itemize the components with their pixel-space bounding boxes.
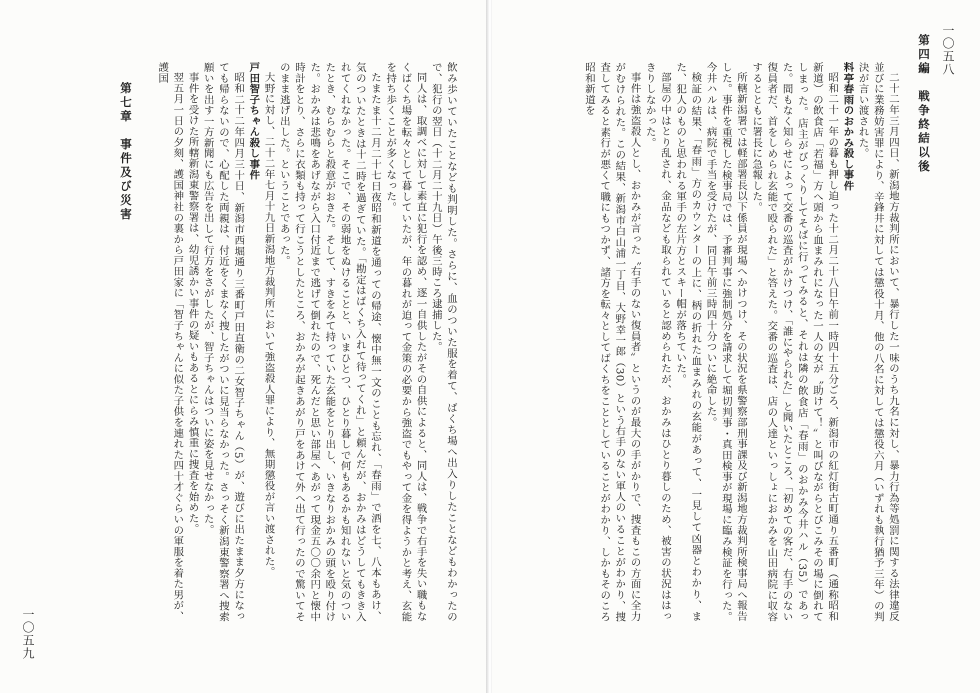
left-page-number: 一〇五九 [21,608,35,660]
right-section-paragraph-3: 検証の結果、「春雨」方のカウンターの上に、柄の折れた血まみれの玄能があって、一見して凶器とわかり、また、犯人のものと思われる軍手の左片方とスキー帽が落ちていた。 [674,62,702,622]
left-page [0,0,488,693]
right-page-number: 一〇五八 [941,24,955,76]
right-page [492,0,980,693]
right-section-paragraph-5: 事件は強盗殺人とし、おかみが言った〝右手のない復員者〟というのが最大の手がかりで、捜査もこの方面に全力がむけられた。この結果、新潟市白山浦一丁目、大野幸一郎（30）という右手のない軍人のいることがわかり、捜査してみると素行が悪くて職にもつかず、諸方を転々としてばくちをこととしていることがわかり、しかもそのころ昭和新道を [582,62,641,622]
left-paragraph-4: 大野に対し、二十二年七月十九日新潟地方裁判所において強盗殺人罪により、無期懲役が言い渡された。 [262,72,275,578]
section-heading-toda-text: 戸田智子ちゃん殺し事件 [247,62,260,181]
right-paragraph-1: 二十二年三月四日、新潟地方裁判所において、暴行した一味のうち九名に対し、暴力行為等処罰に関する法律違反並びに業務妨害罪により、辛鋒井に対しては懲役十月、他の八名に対しては懲役六月（いずれも執行猶予三年）の判決が言い渡された。 [856,62,899,622]
left-paragraph-2: 同人は、取調べに対して素直に犯行を認め、逐一自供したがその自供によると、同人は、戦争で右手を失い職もなくばくち場を転々として暮していたが、年の暮れが迫って金策の必要から強盗でもやって金を得ようかと考え、玄能を持ち歩くことが多くなった。 [384,62,427,622]
right-section-paragraph-4: 部屋の中はとり乱され、金品なども取られていると認められたが、おかみはひとり暮しのため、被害の状況ははっきりしなかった。 [643,62,671,622]
right-section-paragraph-1: 昭和二十一年の暮も押し迫った十二月二十八日午前一時四十五分ごろ、新潟市の紅灯街古町通り五番町（通称昭和新道）の飲食店「若福」方へ頭から血まみれになった一人の女が〝助けて！〟と叫びながらとびこみその場に倒れてしまった。店主がびっくりしてそばに行ってみると、それは隣の飲食店「春雨」のおかみ今井ハル（35）であった。間もなく知らせによって交番の巡査がかけつけ、「誰にやられた」と聞いたところ、「初めての客だ、右手のない復員者だ、首をしめられ玄能で殴られた」と答えた。交番の巡査は、店の人達といっしょにおかみを山田病院に収容するとともに署長に急報した。 [750,62,839,622]
section-heading-harusame [839,62,854,622]
section-heading-harusame-text: 料亭春雨のおかみ殺し事件 [841,62,854,191]
right-page-body [538,62,900,622]
left-page-body [140,62,458,622]
section-heading-toda [245,62,260,622]
left-section-paragraph-2: 事件を受けた所轄新潟東警察署は、幼児誘かい事件の疑いもあるとにらみ慎重に捜査を始めた。 [186,72,199,535]
left-paragraph-3: たまたま十二月二十七日夜昭和新道を通っての帰途、懐中無一文のことも忘れ、「春雨」で酒を七、八本もあけ、気のついたときは十二時を過ぎていた。「勘定はばくち入れて待ってくれ」と頼んだが、おかみはどうしてもきき入れてくれなかった。そこで、その弱地をぬけることと、いまひとつ、ひとり暮しで何もあるかも知れないと気のついたとき、むらむらと殺意がおきた。そして、すきをみて持っていた玄能をとり出し、いきなりおかみの頭を殴り付けた。おかみは悲鳴をあげながら入口付近まで逃げて倒れたので、死んだと思い部屋へあがって現金五〇〇余円と懐中時計をとり、さらに衣類も持って行こうとしたところ、おかみが起きあがり戸をあけて外へ出て行ったので驚いてそのまま逃げ出した。ということであった。 [277,62,381,622]
left-paragraph-1: 飲み歩いていたことなども判明した。さらに、血のついた服を着て、ばくち場へ出入りしたことなどもわかったので、犯行の翌日（十二月二十九日）午後三時ころ逮捕した。 [429,62,457,622]
left-section-paragraph-3: 翌五月一日の夕刻、護国神社の裏から戸田家に「智子ちゃんに似た子供を連れた四十才ぐらいの軍服を着た男が、護国 [156,62,184,622]
left-section-paragraph-1: 昭和二十二年四月三十日、新潟市西堀通り三番町戸田直衛の二女智子ちゃん（5）が、遊びに出たまま夕方になっても帰らないので、心配した両親は、付近をくまなく捜したがついに見当らなかった。さっそく新潟東警察署へ捜索願いを出す一方新聞にも広告を出して行方をさがしたが、智子ちゃんはついに姿を見せなかった。 [201,62,245,622]
right-running-head: 第四編 戦争終結以後 [917,34,931,174]
left-running-head: 第七章 事件及び災害 [119,82,133,222]
right-section-paragraph-2: 所轄新潟署では軽部署長以下係員が現場へかけつけ、その状況を県警察部刑事課及び新潟地方裁判所検事局へ報告した。事件を重視した検事局では、予審判事に強制処分を請求して堀切判事・真田検事が現場に臨み検証を行った。今井ハルは、病院で手当を受けたが、同日午前三時四十分ついに絶命した。 [704,62,747,622]
